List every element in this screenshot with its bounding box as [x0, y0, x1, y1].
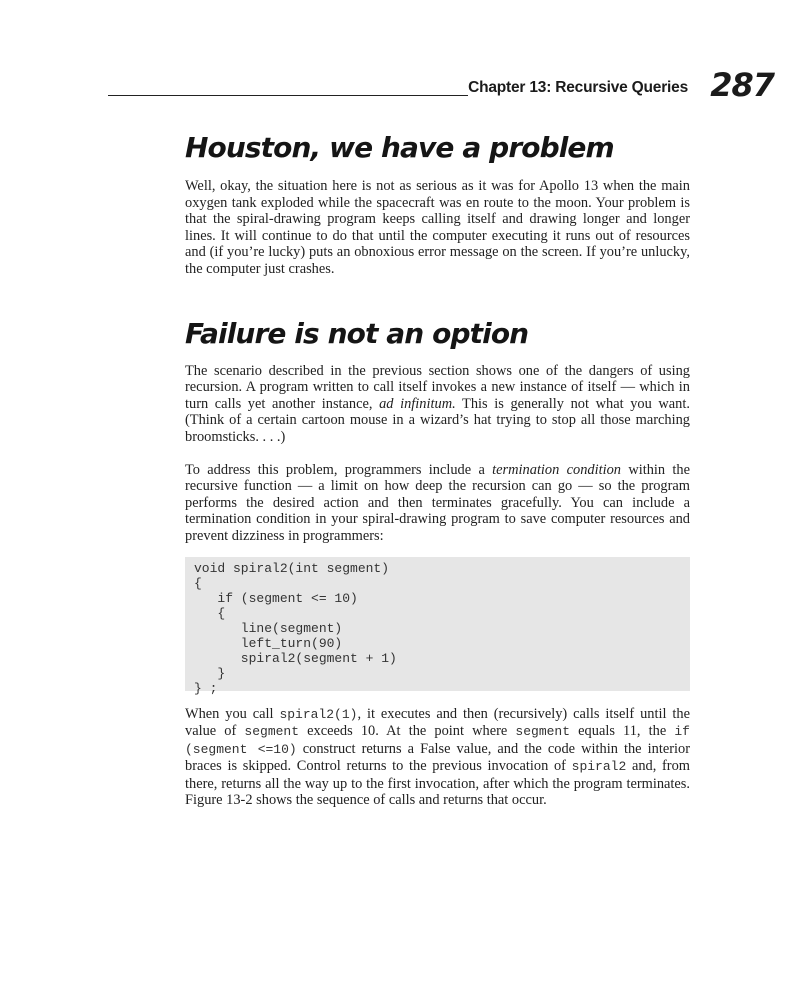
- text-run: equals 11, the: [570, 723, 675, 740]
- text-run: and, from there, returns all the way up to the first invocation, after which the program terminates. Figure 13-2 shows the sequence of calls and returns that occur.: [185, 758, 690, 809]
- text-run: construct returns a False value, and the code within the interior braces is skipped. Control returns to the previous invocation of: [185, 740, 690, 775]
- text-run: This is generally not what you want. (Think of a certain cartoon mouse in a wizard’s hat trying to stop all those marching broomsticks. . . .): [185, 395, 690, 445]
- paragraph-termination-condition: [185, 462, 690, 545]
- page-number: 287: [710, 66, 774, 104]
- text-run: The scenario described in the previous section shows one of the dangers of using recursion. A program written to call itself invokes a new instance of itself — which in turn calls yet another instance,: [185, 362, 690, 412]
- emphasis-ad-infinitum: ad infinitum.: [379, 395, 456, 412]
- code-line: {: [194, 605, 226, 621]
- chapter-title: Chapter 13: Recursive Queries: [468, 79, 688, 96]
- code-line: {: [194, 575, 202, 591]
- paragraph-spiral-explanation: [185, 706, 690, 810]
- code-line: void spiral2(int segment): [194, 560, 390, 576]
- inline-code: spiral2: [571, 759, 627, 775]
- page-header: [108, 66, 774, 104]
- paragraph-recursion-danger: [185, 363, 690, 446]
- text-run: , it executes and then (recursively) calls itself until the value of: [185, 705, 690, 740]
- code-line: if (segment <= 10): [194, 590, 358, 606]
- inline-code: spiral2(1): [279, 706, 358, 722]
- code-block: [185, 557, 690, 697]
- header-rule: [108, 95, 468, 96]
- text-run: When you call: [185, 705, 280, 722]
- code-line: spiral2(segment + 1): [194, 651, 397, 667]
- section-heading-failure: Failure is not an option: [185, 316, 529, 350]
- inline-code: segment: [244, 724, 300, 740]
- code-line: left_turn(90): [194, 635, 343, 651]
- page-content: [185, 126, 690, 809]
- section-heading-houston: Houston, we have a problem: [185, 131, 614, 164]
- code-line: } ;: [194, 681, 218, 697]
- inline-code: segment: [515, 724, 571, 740]
- code-line: }: [194, 666, 226, 682]
- inline-code: if (segment <=10): [185, 724, 690, 757]
- text-run: exceeds 10. At the point where: [299, 723, 516, 740]
- code-line: line(segment): [194, 620, 343, 636]
- emphasis-termination-condition: termination condition: [492, 461, 621, 478]
- text-run: within the recursive function — a limit on how deep the recursion can go — so the program performs the desired action and then terminates gracefully. You can include a termination condition in your spiral-drawing program to save computer resources and prevent dizziness in programmers:: [185, 461, 690, 544]
- text-run: To address this problem, programmers include a: [185, 461, 493, 478]
- paragraph-houston: Well, okay, the situation here is not as serious as it was for Apollo 13 when the main oxygen tank exploded while the spacecraft was en route to the moon. Your problem is that the spiral-drawing program keeps calling itself and drawing longer and longer lines. It will continue to do that until the computer executing it runs out of resources and (if you’re lucky) puts an obnoxious error message on the screen. If you’re unlucky, the computer just crashes.: [185, 178, 690, 277]
